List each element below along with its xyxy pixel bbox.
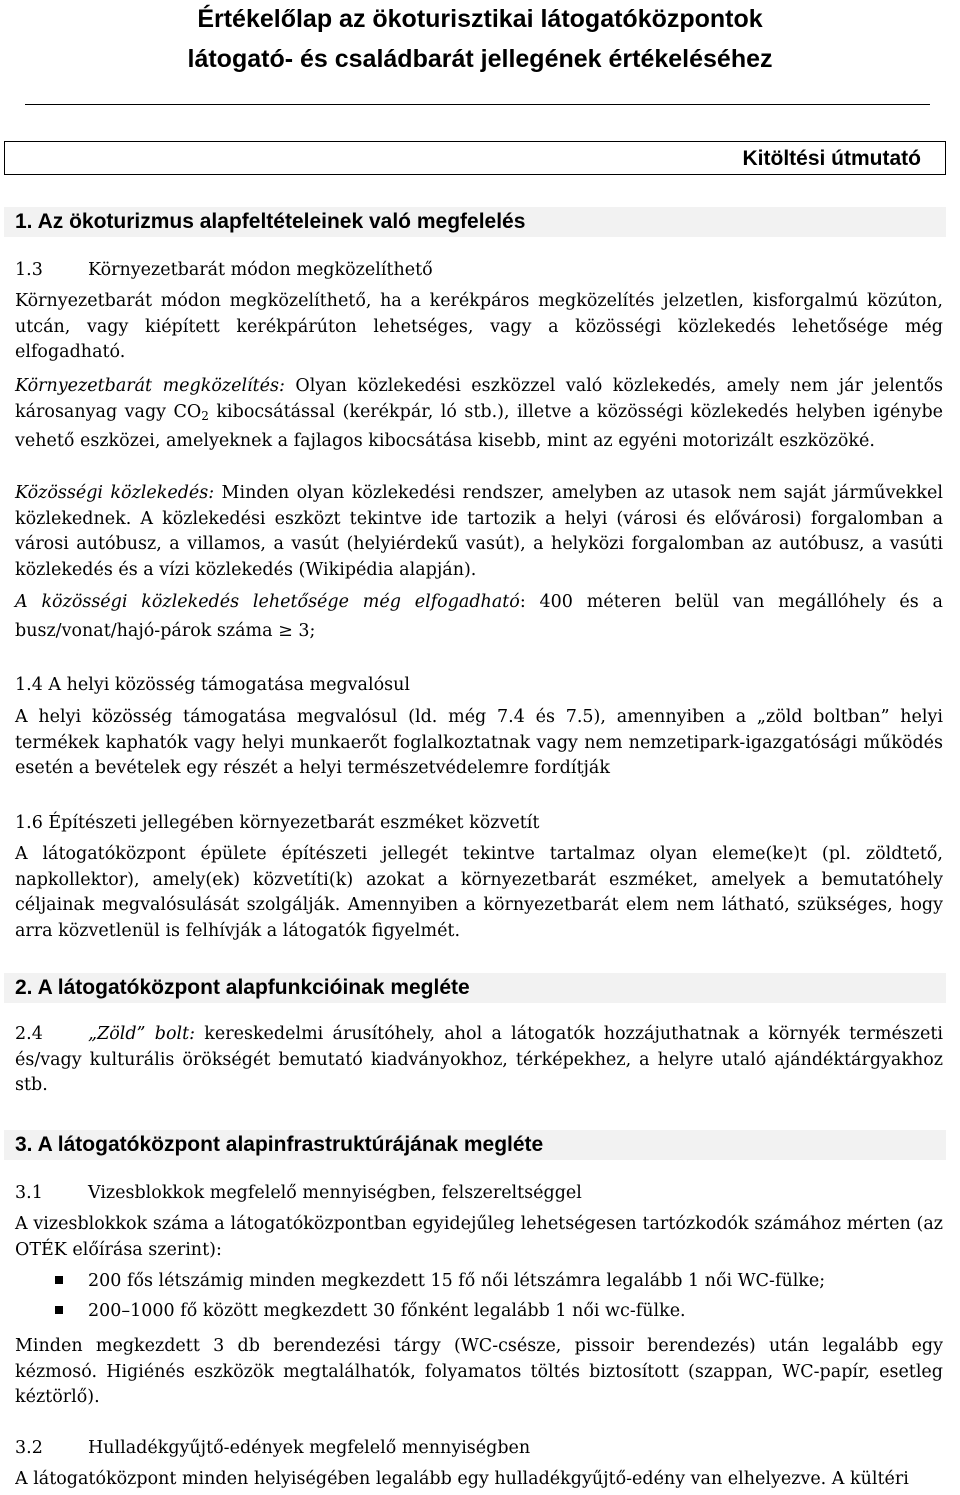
paragraph-1-4: A helyi közösség támogatása megvalósul (ld. még 7.4 és 7.5), amennyiben a „zöld boltban” helyi termékek kaphatók vagy helyi munkaerőt foglalkoztatnak vagy nem nemzetipark-igazgatósági működés esetén a bevételek egy részét a helyi természetvédelemre fordítják	[15, 707, 943, 779]
definition-label: A közösségi közlekedés lehetősége még elfogadható	[15, 592, 520, 612]
paragraph-3-1-hygiene: Minden megkezdett 3 db berendezési tárgy (WC-csésze, pissoir berendezés) után legalább egy kézmosó. Higiénés eszközök megtalálhatók, folyamatos töltés biztosított (szappan, WC-papír, esetleg kéztörlő).	[15, 1336, 943, 1408]
subsection-title: Környezetbarát módon megközelíthető	[88, 260, 433, 280]
subsection-number: 3.2	[15, 1438, 43, 1458]
definition-text: Minden olyan közlekedési rendszer, amelyben az utasok nem saját járművekkel közlekednek. A közlekedési eszközt tekintve ide tartozik a helyi (városi és elővárosi) forgalomban a városi autóbusz, a villamos, a vasút (helyiérdekű vasút), a helyközi forgalomban az autóbusz, a vasúti közlekedés és a vízi közlekedés (Wikipédia alapján).	[15, 483, 943, 580]
section-heading-2: 2. A látogatóközpont alapfunkcióinak megléte	[4, 973, 946, 1003]
guide-label: Kitöltési útmutató	[742, 147, 921, 170]
document-title-line-2: látogató- és családbarát jellegének értékeléséhez	[187, 45, 773, 73]
list-item	[15, 1266, 943, 1296]
subsection-title: Vizesblokkok megfelelő mennyiségben, felszereltséggel	[88, 1183, 582, 1203]
definition-label: Környezetbarát megközelítés:	[15, 376, 285, 396]
paragraph-1-3-definition-approach	[15, 374, 943, 455]
paragraph-2-4	[15, 1022, 943, 1099]
subsection-number: 2.4	[15, 1024, 43, 1044]
paragraph-3-1-intro: A vizesblokkok száma a látogatóközpontban egyidejűleg lehetségesen tartózkodók számához mérten (az OTÉK előírása szerint):	[15, 1214, 943, 1260]
subsection-title: Hulladékgyűjtő-edények megfelelő mennyiségben	[88, 1438, 531, 1458]
definition-label: Közösségi közlekedés:	[15, 483, 215, 503]
subsection-1-6-heading: 1.6 Építészeti jellegében környezetbarát eszméket közvetít	[15, 813, 540, 833]
bullet-list	[15, 1266, 943, 1326]
square-bullet-icon	[55, 1276, 63, 1284]
definition-text: Olyan közlekedési eszközzel való közlekedés, amely nem jár jelentős károsanyag vagy CO	[15, 376, 943, 422]
section-heading-3: 3. A látogatóközpont alapinfrastruktúrájának megléte	[4, 1130, 946, 1160]
subsection-number: 3.1	[15, 1183, 43, 1203]
paragraph-1-6: A látogatóközpont épülete építészeti jellegét tekintve tartalmaz olyan eleme(ke)t (pl. zöldtető, napkollektor), amely(ek) közvetíti(k) azokat a környezetbarát eszméket, amelyek a bemutatóhely céljainak megvalósulását szolgálják. Amennyiben a környezetbarát elem nem látható, szükséges, hogy arra közvetlenül is felhívják a látogatók figyelmét.	[15, 844, 943, 941]
section-heading-1: 1. Az ökoturizmus alapfeltételeinek való megfelelés	[4, 207, 946, 237]
paragraph-1-3-intro: Környezetbarát módon megközelíthető, ha a kerékpáros megközelítés jelzetlen, kisforgalmú közúton, utcán, vagy kiépített kerékpárúton lehetséges, vagy a közösségi közlekedés lehetősége még elfogadható.	[15, 291, 943, 363]
paragraph-1-3-definition-public-transport	[15, 481, 943, 583]
square-bullet-icon	[55, 1306, 63, 1314]
document-title-line-1: Értékelőlap az ökoturisztikai látogatóközpontok	[197, 5, 763, 33]
title-underline	[25, 104, 930, 105]
subscript-2: 2	[201, 408, 209, 423]
subsection-3-1-heading	[15, 1181, 582, 1205]
definition-text: : 400 méteren belül van megállóhely és a busz/vonat/hajó-párok száma ≥ 3;	[15, 592, 943, 641]
list-item-text: 200–1000 fő között megkezdett 30 főnként legalább 1 női wc-fülke.	[88, 1301, 686, 1321]
definition-label: „Zöld” bolt:	[88, 1024, 196, 1044]
subsection-1-4-heading: 1.4 A helyi közösség támogatása megvalósul	[15, 675, 410, 695]
subsection-number: 1.3	[15, 260, 43, 280]
paragraph-1-3-acceptable	[15, 588, 943, 646]
paragraph-3-2: A látogatóközpont minden helyiségében legalább egy hulladékgyűjtő-edény van elhelyezve. A kültéri	[15, 1469, 909, 1489]
guide-box	[4, 141, 946, 175]
definition-text-continued: kibocsátással (kerékpár, ló stb.), illetve a közösségi közlekedés helyben igénybe vehető eszközei, amelyeknek a fajlagos kibocsátása kisebb, mint az egyéni motorizált eszközöké.	[15, 401, 943, 452]
list-item-text: 200 fős létszámig minden megkezdett 15 fő női létszámra legalább 1 női WC-fülke;	[88, 1271, 826, 1291]
definition-text: kereskedelmi árusítóhely, ahol a látogatók hozzájuthatnak a környék természeti és/vagy kulturális örökségét bemutató kiadványokhoz, térképekhez, a helyre utaló ajándéktárgyakhoz stb.	[15, 1024, 943, 1096]
subsection-3-2-heading	[15, 1436, 530, 1460]
subsection-1-3-heading	[15, 258, 433, 282]
list-item	[15, 1296, 943, 1326]
